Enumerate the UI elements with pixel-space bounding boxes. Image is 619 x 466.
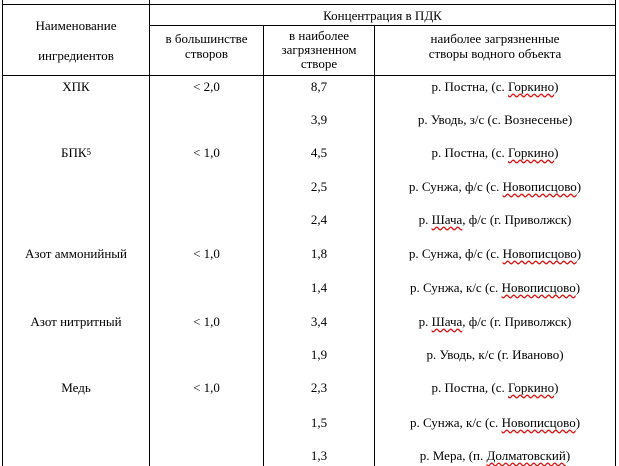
row-site-part: р. Сунжа, ф/с (с. xyxy=(408,178,503,194)
row-site xyxy=(375,143,615,161)
header-most-sites-line1: в большинстве xyxy=(165,31,248,46)
row-site xyxy=(375,378,615,396)
ingredient-name: БПК 5 xyxy=(60,144,92,160)
row-site-part: р. Сунжа, к/с (с. xyxy=(409,414,502,430)
row-site-part: Долматовский xyxy=(486,447,566,463)
row-site xyxy=(375,244,615,262)
row-site-part: ) xyxy=(575,279,581,295)
header-polluted-sites-line1: наиболее загрязненные xyxy=(430,31,560,46)
header-most-polluted-line2: загрязненном xyxy=(281,42,357,57)
row-site-part: р. Постна, (с. xyxy=(431,78,509,94)
header-most-polluted-line3: створе xyxy=(300,56,338,71)
row-value: 3,4 xyxy=(310,313,328,329)
header-ingredient-name xyxy=(3,5,149,75)
row-site xyxy=(375,177,615,195)
header-ingredient-line1: Наименование xyxy=(35,17,117,33)
row-site xyxy=(375,312,615,330)
row-site-part: ) xyxy=(576,245,582,261)
ingredient-name xyxy=(3,378,149,396)
row-site-part: Новописцово xyxy=(502,178,577,194)
row-site-part: Шача xyxy=(431,211,463,227)
row-site-part: ) xyxy=(565,447,571,463)
row-site-part: ) xyxy=(554,78,559,94)
ingredient-most-sites: < 1,0 xyxy=(193,313,220,329)
row-site-part: Горкино xyxy=(508,379,555,395)
ingredient-name-text: Медь xyxy=(61,379,91,395)
row-site-part: ) xyxy=(554,144,559,160)
header-polluted-sites-list xyxy=(375,26,615,66)
row-value: 2,5 xyxy=(310,178,328,194)
row-site-part: , ф/с (г. Приволжск) xyxy=(462,313,572,329)
row-value: 3,9 xyxy=(310,111,328,127)
row-site xyxy=(375,413,615,431)
ingredient-most-sites: < 1,0 xyxy=(193,245,220,261)
row-value: 2,3 xyxy=(310,379,328,395)
row-site xyxy=(375,210,615,228)
row-value: 4,5 xyxy=(310,144,328,160)
row-site-part: ) xyxy=(575,414,581,430)
header-most-sites xyxy=(150,26,263,66)
row-site-part: р. Мера, (п. xyxy=(419,447,487,463)
ingredient-most-sites: < 2,0 xyxy=(193,78,220,94)
row-site-part: Горкино xyxy=(508,144,555,160)
row-site-part: р. Сунжа, ф/с (с. xyxy=(408,245,503,261)
column-divider-1 xyxy=(149,0,150,466)
row-site xyxy=(375,278,615,296)
row-site xyxy=(375,446,615,464)
ingredient-name xyxy=(3,244,149,262)
row-site-part: р. Уводь, к/с (г. Иваново) xyxy=(426,346,564,362)
row-value: 1,5 xyxy=(310,414,328,430)
header-ingredient-line2: ингредиентов xyxy=(38,47,114,63)
row-site xyxy=(375,110,615,128)
row-site-part: Новописцово xyxy=(502,245,577,261)
row-site-part: Шача xyxy=(431,313,463,329)
row-value: 1,4 xyxy=(310,279,328,295)
header-pdk-group-title: Концентрация в ПДК xyxy=(323,7,442,23)
row-site-part: Новописцово xyxy=(501,279,576,295)
row-value: 1,3 xyxy=(310,447,328,463)
row-value: 1,9 xyxy=(310,346,328,362)
ingredient-name-text: Азот нитритный xyxy=(30,313,122,329)
ingredient-name-text: ХПК xyxy=(62,78,90,94)
ingredient-name-text: БПК xyxy=(60,144,87,160)
ingredient-most-sites: < 1,0 xyxy=(193,144,220,160)
row-site-part: , ф/с (г. Приволжск) xyxy=(462,211,572,227)
row-site xyxy=(375,77,615,95)
row-site-part: р. xyxy=(418,211,432,227)
header-most-sites-line2: створов xyxy=(184,46,229,61)
ingredient-name-text: Азот аммонийный xyxy=(25,245,127,261)
row-site-part: р. Постна, (с. xyxy=(431,144,509,160)
row-site-part: Новописцово xyxy=(501,414,576,430)
header-bottom-line xyxy=(2,75,616,76)
header-polluted-sites-line2: створы водного объекта xyxy=(428,46,562,61)
row-site-part: р. Сунжа, к/с (с. xyxy=(409,279,502,295)
ingredient-name xyxy=(3,77,149,95)
row-site-part: Горкино xyxy=(508,78,555,94)
row-site-part: ) xyxy=(576,178,582,194)
ingredient-most-sites: < 1,0 xyxy=(193,379,220,395)
row-value: 1,8 xyxy=(310,245,328,261)
row-site-part: ) xyxy=(554,379,559,395)
header-most-polluted-line1: в наиболее xyxy=(288,28,350,43)
row-site xyxy=(375,345,615,363)
row-site-part: р. Постна, (с. xyxy=(431,379,509,395)
table-border-right xyxy=(615,0,616,466)
row-value: 8,7 xyxy=(310,78,328,94)
row-site-part: р. Уводь, з/с (с. Вознесенье) xyxy=(417,111,573,127)
ingredient-name xyxy=(3,312,149,330)
row-site-part: р. xyxy=(418,313,432,329)
header-most-polluted-site xyxy=(264,26,374,74)
row-value: 2,4 xyxy=(310,211,328,227)
